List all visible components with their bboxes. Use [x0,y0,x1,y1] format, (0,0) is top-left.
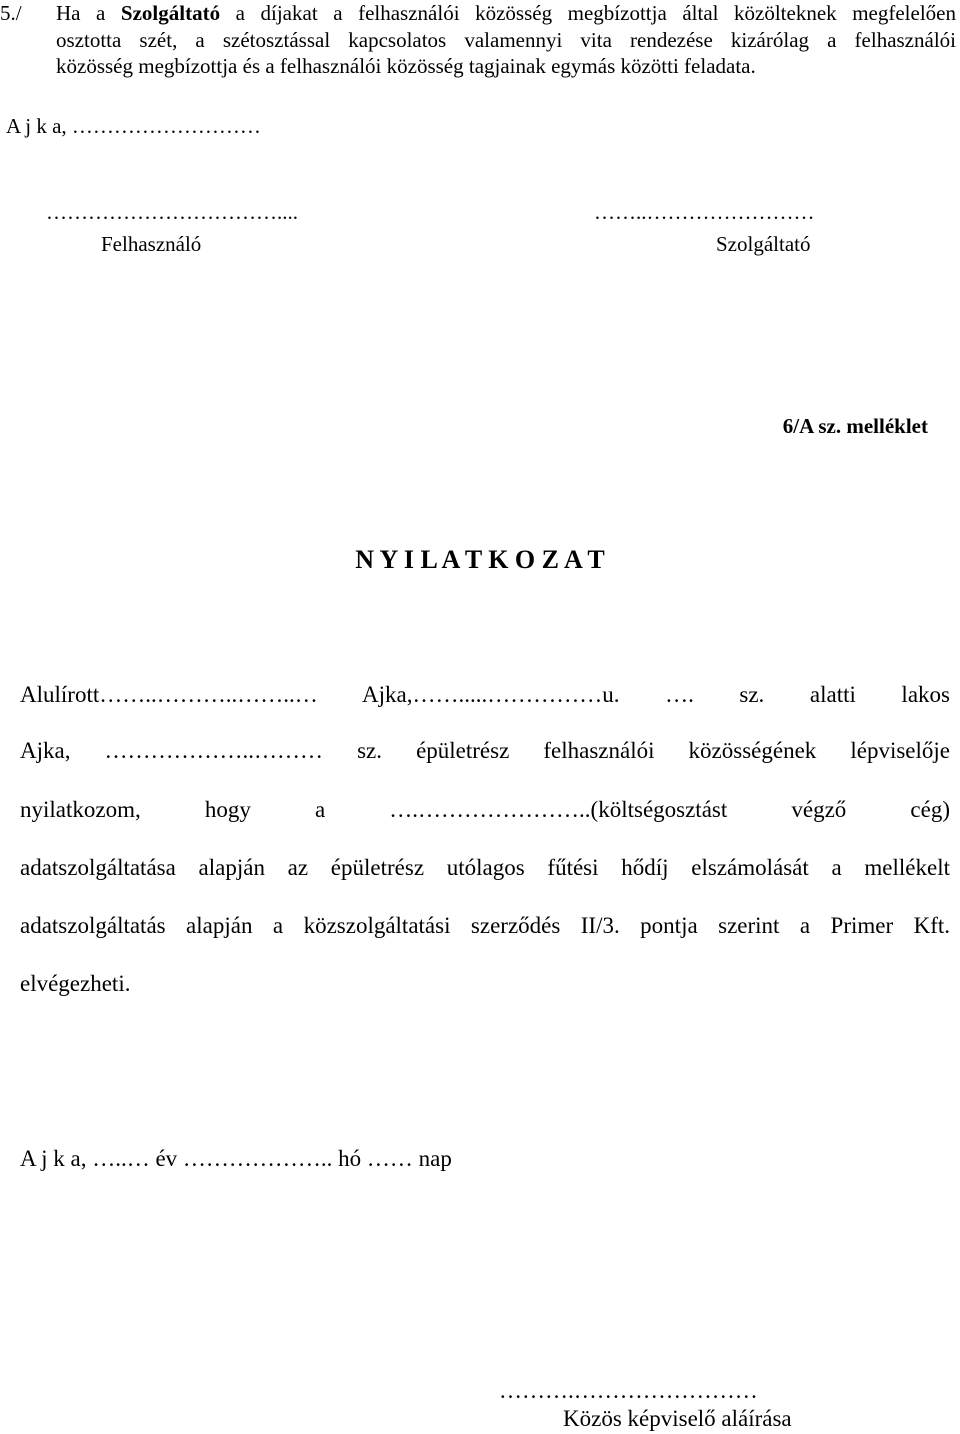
place-date-1: A j k a, ……………………… [6,114,261,138]
representative-label: Közös képviselő aláírása [563,1406,792,1431]
section-number: 5./ [0,1,22,25]
provider-label: Szolgáltató [716,232,811,256]
section-line-1 [56,0,956,26]
section-line-1-pre: Ha a [56,1,121,25]
statement-line-4: adatszolgáltatása alapján az épületrész utólagos fűtési hődíj elszámolását a mellékelt [20,855,950,880]
statement-line-2: Ajka, ………………..……… sz. épületrész felhasználói közösségének lépviselője [20,738,950,763]
statement-line-5: adatszolgáltatás alapján a közszolgáltatási szerződés II/3. pontja szerint a Primer Kft. [20,913,950,938]
user-signature-line: …………………………….... [46,200,298,224]
document-title: N Y I L A T K O Z A T [355,545,605,574]
section-line-1-post: a díjakat a felhasználói közösség megbízottja által közölteknek megfelelően [220,1,956,25]
section-line-3: közösség megbízottja és a felhasználói közösség tagjainak egymás közötti feladata. [56,54,756,78]
statement-line-1: Alulírott……..………..……..… Ajka,…….....……………u. …. sz. alatti lakos [20,682,950,707]
statement-line-6: elvégezheti. [20,971,131,996]
annex-label: 6/A sz. melléklet [782,414,928,438]
place-date-2: A j k a, …..… év ……………….. hó …… nap [20,1146,452,1171]
statement-line-3: nyilatkozom, hogy a ….…………………..(költségosztást végző cég) [20,797,950,822]
provider-signature-line: ……..…………………… [594,200,815,224]
section-line-2: osztotta szét, a szétosztással kapcsolatos valamennyi vita rendezése kizárólag a felhasználói [56,28,956,52]
section-line-1-bold: Szolgáltató [120,1,221,25]
user-label: Felhasználó [101,232,202,256]
representative-signature-line: ……….…………………… [499,1378,758,1403]
